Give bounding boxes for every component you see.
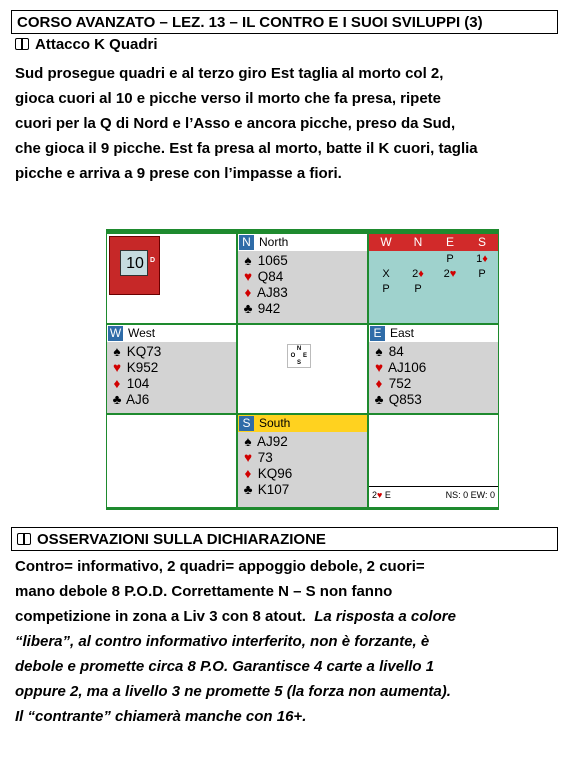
diamond-icon: ♦ (244, 466, 252, 481)
club-icon: ♣ (112, 392, 122, 407)
bridge-deal-diagram (106, 229, 499, 510)
empty-corner (107, 415, 236, 507)
north-spades: 1065 (257, 253, 288, 268)
west-header (107, 325, 236, 342)
obs-line: debole e promette circa 8 P.O. Garantisce 4 carte a livello 1 (15, 658, 435, 675)
north-header (238, 234, 367, 251)
north-hand-panel (238, 234, 367, 323)
observations-text (15, 554, 560, 729)
board-number-tile (109, 236, 160, 295)
open-book-icon (17, 533, 31, 545)
obs-sentence: competizione in zona a Liv 3 con 8 atout. (15, 608, 306, 625)
compass-east: E (302, 353, 307, 359)
east-diamonds: 752 (388, 376, 412, 391)
spade-icon: ♠ (244, 253, 252, 268)
play-line: che gioca il 9 picche. Est fa presa al morto, batte il K cuori, taglia (15, 140, 478, 157)
north-clubs: 942 (257, 301, 281, 316)
club-icon: ♣ (243, 482, 253, 497)
compass-south: S (296, 360, 301, 366)
east-spades: 84 (388, 344, 404, 359)
bid-col-south: S (477, 235, 486, 249)
heart-icon: ♥ (112, 360, 121, 375)
play-description (15, 61, 560, 186)
observations-title-box (11, 527, 558, 551)
spade-icon: ♠ (113, 344, 121, 359)
obs-line: “libera”, al contro informativo interferito, non è forzante, è (15, 633, 430, 650)
east-hearts: AJ106 (388, 360, 427, 375)
compass-north: N (296, 346, 302, 352)
bid-col-west: W (380, 235, 392, 249)
compass-west: O (290, 353, 296, 359)
lesson-title: CORSO AVANZATO – LEZ. 13 – IL CONTRO E I SUOI SVILUPPI (3) (17, 14, 483, 31)
east-seat-badge: E (370, 326, 385, 341)
north-name: North (259, 235, 289, 249)
compass-icon (287, 344, 311, 368)
diamond-icon: ♦ (418, 268, 424, 280)
south-spades: AJ92 (257, 434, 288, 449)
north-hand (242, 253, 288, 317)
diamond-icon: ♦ (113, 376, 121, 391)
west-hand-panel (107, 325, 236, 413)
south-hand-panel (238, 415, 367, 507)
west-clubs: AJ6 (126, 392, 150, 407)
heart-icon: ♥ (243, 450, 252, 465)
bid-north: 2♦ (412, 268, 424, 280)
bid-east: P (446, 253, 454, 265)
bid-west: X (382, 268, 390, 280)
diamond-icon: ♦ (244, 285, 252, 300)
bid-east: 2♥ (443, 268, 457, 280)
observations-heading (17, 531, 326, 548)
spade-icon: ♠ (244, 434, 252, 449)
west-hearts: K952 (126, 360, 159, 375)
table-center (238, 325, 367, 413)
contract (372, 490, 391, 500)
east-hand (373, 344, 426, 408)
west-name: West (128, 326, 156, 340)
north-diamonds: AJ83 (257, 285, 288, 300)
bid-col-east: E (445, 235, 454, 249)
west-hand (111, 344, 161, 408)
obs-line: oppure 2, ma a livello 3 ne promette 5 (la forza non aumenta). (15, 683, 451, 700)
west-spades: KQ73 (126, 344, 162, 359)
north-seat-badge: N (239, 235, 254, 250)
board-number-card (120, 250, 148, 276)
diamond-icon: ♦ (482, 253, 488, 265)
lead-heading (15, 36, 158, 53)
heart-icon: ♥ (449, 268, 457, 280)
bid-north: P (414, 283, 422, 295)
footer-divider (369, 486, 498, 487)
south-name: South (259, 416, 291, 430)
bidding-panel (369, 234, 498, 323)
play-line: cuori per la Q di Nord e l’Asso e ancora picche, preso da Sud, (15, 115, 456, 132)
bid-west: P (382, 283, 390, 295)
board-cell (107, 234, 236, 323)
south-clubs: K107 (257, 482, 290, 497)
lead-label: Attacco K Quadri (35, 36, 158, 53)
heart-icon: ♥ (243, 269, 252, 284)
heart-icon: ♥ (374, 360, 383, 375)
play-line: Sud prosegue quadri e al terzo giro Est taglia al morto col 2, (15, 65, 444, 82)
south-diamonds: KQ96 (257, 466, 293, 481)
east-hand-panel (369, 325, 498, 413)
result-panel (369, 415, 498, 507)
result-footer (369, 487, 498, 507)
dealer-marker: D (150, 257, 156, 264)
board-number: 10 (126, 255, 144, 272)
west-diamonds: 104 (126, 376, 150, 391)
south-hearts: 73 (257, 450, 273, 465)
open-book-icon (15, 38, 29, 50)
obs-line: mano debole 8 P.O.D. Correttamente N – S non fanno (15, 583, 393, 600)
obs-line: Il “contrante” chiamerà manche con 16+. (15, 708, 307, 725)
bid-col-north: N (413, 235, 423, 249)
heart-icon: ♥ (377, 490, 383, 500)
south-header (238, 415, 367, 432)
obs-italic: La risposta a colore (314, 608, 456, 625)
bid-south: 1♦ (476, 253, 488, 265)
east-name: East (390, 326, 415, 340)
diamond-icon: ♦ (375, 376, 383, 391)
north-hearts: Q84 (257, 269, 284, 284)
obs-line: Contro= informativo, 2 quadri= appoggio debole, 2 cuori= (15, 558, 425, 575)
play-line: picche e arriva a 9 prese con l’impasse a fiori. (15, 165, 342, 182)
bidding-header (369, 234, 498, 251)
club-icon: ♣ (374, 392, 384, 407)
south-seat-badge: S (239, 416, 254, 431)
club-icon: ♣ (243, 301, 253, 316)
spade-icon: ♠ (375, 344, 383, 359)
east-header (369, 325, 498, 342)
obs-line (15, 604, 560, 629)
lesson-title-box (11, 10, 558, 34)
contract-level: 2 (372, 490, 378, 500)
west-seat-badge: W (109, 326, 122, 340)
contract-declarer: E (384, 490, 391, 500)
score: NS: 0 EW: 0 (445, 490, 495, 500)
south-hand (242, 434, 292, 498)
bid-south: P (478, 268, 486, 280)
observations-title: OSSERVAZIONI SULLA DICHIARAZIONE (37, 531, 326, 548)
east-clubs: Q853 (388, 392, 422, 407)
play-line: gioca cuori al 10 e picche verso il morto che fa presa, ripete (15, 90, 441, 107)
